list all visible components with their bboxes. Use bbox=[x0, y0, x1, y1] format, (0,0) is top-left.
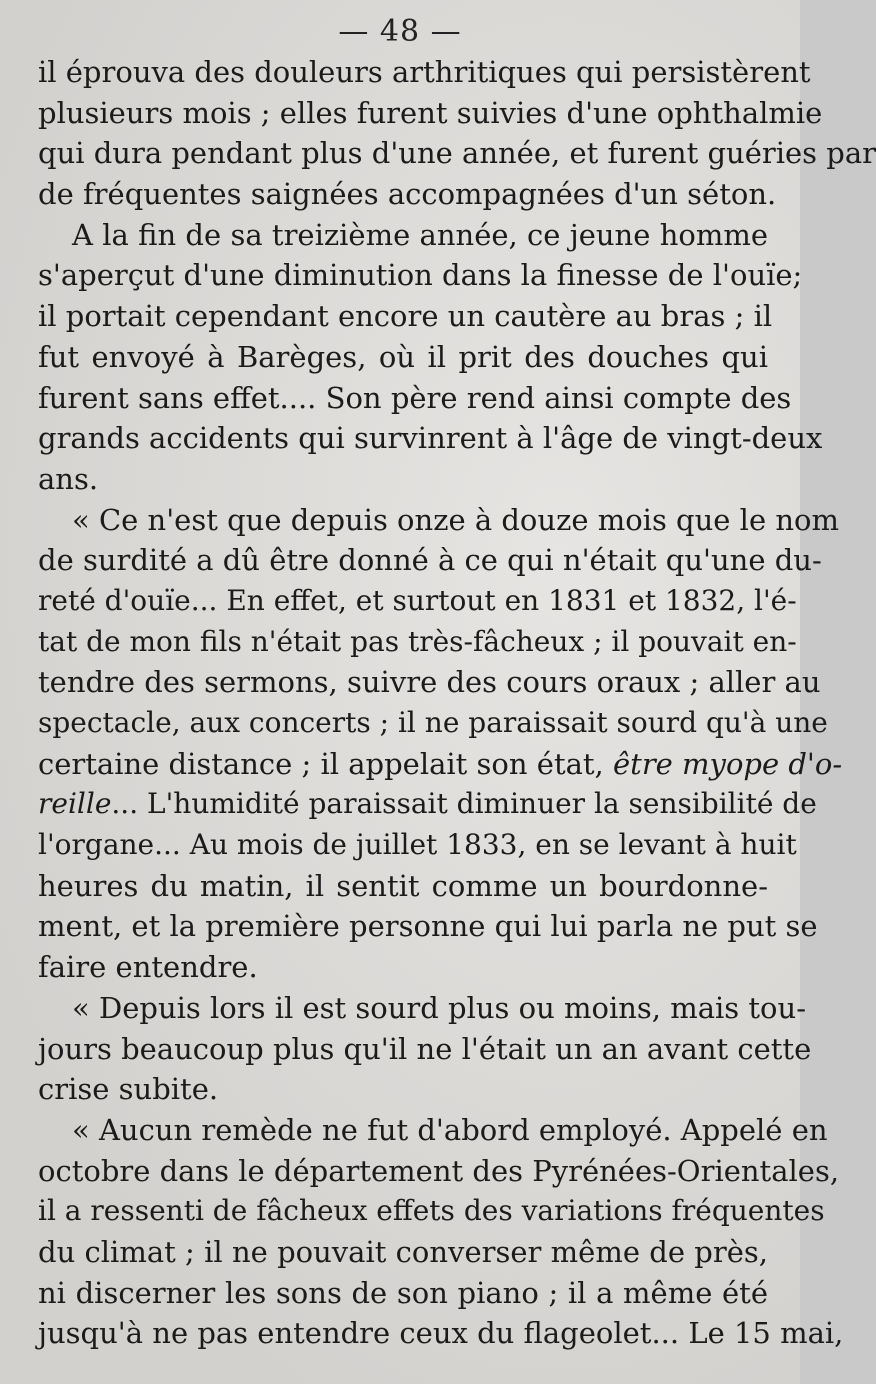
text-line: l'organe... Au mois de juillet 1833, en se levant à huit bbox=[38, 828, 797, 862]
text-line: il éprouva des douleurs arthritiques qui persistèrent bbox=[38, 55, 811, 89]
text-line: jusqu'à ne pas entendre ceux du flageolet... Le 15 mai, bbox=[38, 1316, 844, 1351]
text-line: ment, et la première personne qui lui parla ne put se bbox=[38, 909, 818, 944]
text-line: il portait cependant encore un cautère au bras ; il bbox=[38, 299, 773, 334]
text-line: tat de mon fils n'était pas très-fâcheux ; il pouvait en- bbox=[38, 624, 797, 658]
text-line: de fréquentes saignées accompagnées d'un séton. bbox=[38, 177, 777, 212]
text-line: reté d'ouïe... En effet, et surtout en 1831 et 1832, l'é- bbox=[38, 583, 797, 617]
text-fragment: ... L'humidité paraissait diminuer la sensibilité de bbox=[111, 787, 817, 821]
text-line bbox=[38, 744, 843, 785]
text-line: fut envoyé à Barèges, où il prit des douches qui bbox=[38, 339, 768, 374]
text-line: jours beaucoup plus qu'il ne l'était un an avant cette bbox=[38, 1031, 812, 1066]
text-line: qui dura pendant plus d'une année, et furent guéries par bbox=[38, 136, 876, 171]
body-text bbox=[38, 52, 876, 1354]
text-line: s'aperçut d'une diminution dans la finesse de l'ouïe; bbox=[38, 258, 803, 293]
text-line: du climat ; il ne pouvait converser même de près, bbox=[38, 1234, 768, 1269]
text-line: faire entendre. bbox=[38, 950, 258, 985]
text-line: ni discerner les sons de son piano ; il a même été bbox=[38, 1275, 768, 1310]
text-line: de surdité a dû être donné à ce qui n'était qu'une du- bbox=[38, 543, 822, 578]
text-line: A la fin de sa treizième année, ce jeune homme bbox=[72, 217, 768, 252]
text-line: plusieurs mois ; elles furent suivies d'une ophthalmie bbox=[38, 95, 823, 130]
page-number: — 48 — bbox=[338, 14, 462, 49]
text-line: heures du matin, il sentit comme un bourdonne- bbox=[38, 868, 768, 903]
text-line bbox=[38, 784, 817, 825]
italic-quote: reille bbox=[38, 787, 112, 821]
text-line: octobre dans le département des Pyrénées-Orientales, bbox=[38, 1153, 840, 1188]
text-line: grands accidents qui survinrent à l'âge de vingt-deux bbox=[38, 421, 823, 456]
text-fragment: certaine distance ; il appelait son état, bbox=[38, 746, 604, 781]
text-line: tendre des sermons, suivre des cours oraux ; aller au bbox=[38, 665, 821, 700]
text-line: spectacle, aux concerts ; il ne paraissait sourd qu'à une bbox=[38, 706, 828, 739]
text-line: ans. bbox=[38, 461, 99, 496]
italic-quote: être myope d'o- bbox=[613, 746, 843, 781]
text-line: « Depuis lors il est sourd plus ou moins, mais tou- bbox=[72, 990, 806, 1025]
text-line: crise subite. bbox=[38, 1072, 219, 1107]
text-line: « Aucun remède ne fut d'abord employé. Appelé en bbox=[72, 1112, 828, 1147]
text-line: furent sans effet.... Son père rend ainsi compte des bbox=[38, 380, 792, 415]
text-line: « Ce n'est que depuis onze à douze mois que le nom bbox=[72, 502, 839, 537]
text-line: il a ressenti de fâcheux effets des variations fréquentes bbox=[38, 1194, 825, 1228]
